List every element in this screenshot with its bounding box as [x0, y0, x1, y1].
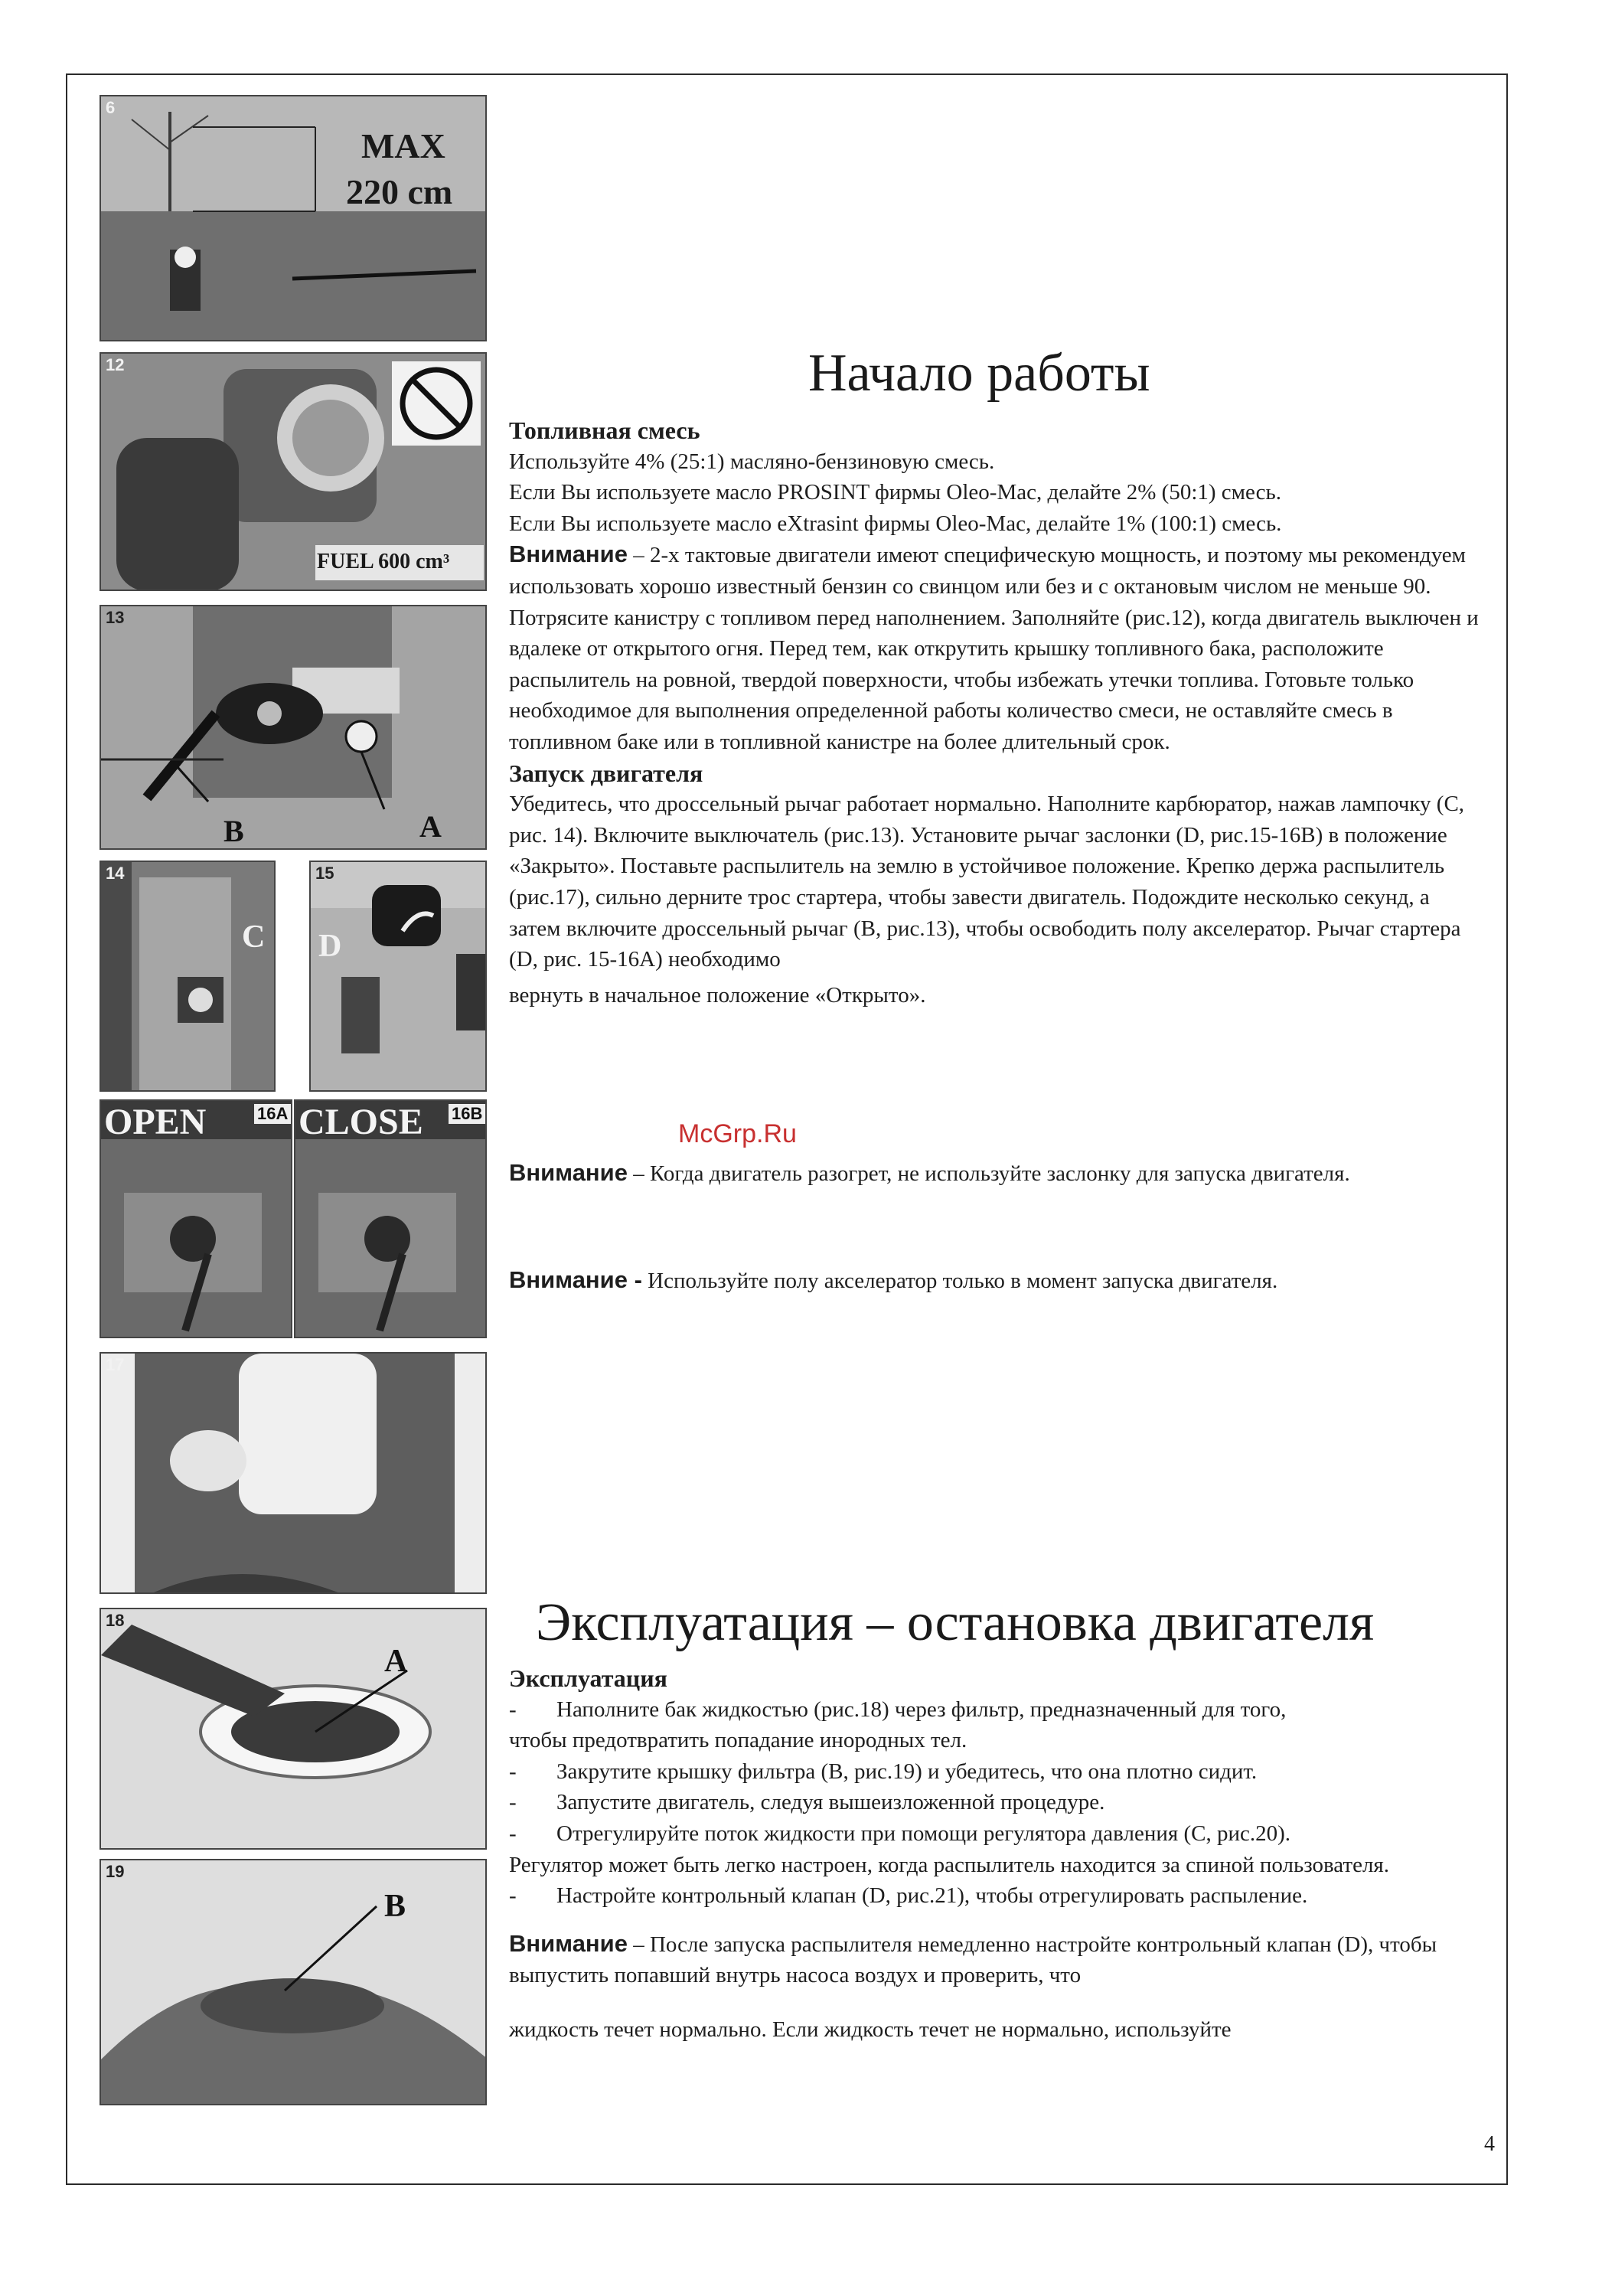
figure-15-label-d: D: [318, 929, 342, 964]
operation-heading: Эксплуатация: [509, 1664, 667, 1692]
dash-1: -: [509, 1697, 517, 1722]
fuel-line-1: Используйте 4% (25:1) масляно-бензиновую смесь.: [509, 449, 995, 474]
operation-warning-end: жидкость течет нормально. Если жидкость течет не нормально, используйте: [509, 2017, 1232, 2042]
warning-2-text: – Когда двигатель разогрет, не используйте заслонку для запуска двигателя.: [627, 1161, 1350, 1186]
figure-18-photo: [100, 1608, 487, 1850]
figure-16a-photo: [100, 1099, 292, 1338]
figure-17-number: 17: [106, 1355, 125, 1374]
operation-item-5-text: Настройте контрольный клапан (D, рис.21), чтобы отрегулировать распыление.: [556, 1883, 1308, 1909]
figure-6-max-label: MAX: [361, 126, 445, 165]
operation-item-1: [509, 1694, 1481, 1726]
figure-15-number: 15: [315, 864, 334, 883]
figure-6-number: 6: [106, 98, 116, 117]
figure-12-fuel-label: FUEL 600 cm³: [317, 550, 450, 573]
operation-item-4-text: Отрегулируйте поток жидкости при помощи регулятора давления (C, рис.20).: [556, 1821, 1290, 1846]
operation-item-2: [509, 1756, 1481, 1788]
dash-4: -: [509, 1821, 517, 1846]
figure-13-label-b: B: [223, 814, 244, 848]
operation-item-2-text: Закрутите крышку фильтра (B, рис.19) и убедитесь, что она плотно сидит.: [556, 1759, 1258, 1784]
figure-6-photo: [100, 95, 487, 341]
figure-18-number: 18: [106, 1611, 125, 1630]
engine-start-text: Убедитесь, что дроссельный рычаг работает нормально. Наполните карбюратор, нажав лампочку (С, рис. 14). Включите выключатель (рис.13). Установите рычаг заслонки (D, рис.15-16B) в положение «Закрыто». Поставьте распылитель на землю в устойчивое положение. Крепко держа распылитель (рис.17), сильно дерните трос стартера, чтобы завести двигатель. Подождите несколько секунд, а затем включите дроссельный рычаг (B, рис.13), чтобы освободить полу акселератор. Рычаг стартера (D, рис. 15-16A) необходимо: [509, 792, 1465, 972]
figure-16a-open-label: OPEN: [104, 1102, 207, 1142]
dash-2: -: [509, 1759, 517, 1784]
fuel-warning-label: Внимание: [509, 541, 628, 568]
operation-warning-text: – После запуска распылителя немедленно настройте контрольный клапан (D), чтобы выпустить попавший внутрь насоса воздух и проверить, что: [509, 1932, 1437, 1988]
operation-item-4: [509, 1818, 1481, 1850]
operation-warning-paragraph: [509, 1929, 1481, 1991]
fuel-line-3: Если Вы используете масло eXtrasint фирмы Oleo-Mac, делайте 1% (100:1) смесь.: [509, 511, 1282, 536]
figure-14-drawing: [101, 862, 276, 1092]
figure-15-drawing: [311, 862, 487, 1092]
section2-body: [509, 1663, 1481, 2046]
warning-3-paragraph: [509, 1265, 1481, 1297]
fuel-mix-heading: Топливная смесь: [509, 416, 700, 444]
figure-19-label-b: B: [384, 1889, 406, 1924]
warning-2-label: Внимание: [509, 1159, 628, 1186]
fuel-warning-text: – 2-х тактовые двигатели имеют специфическую мощность, и поэтому мы рекомендуем использовать хорошо известный бензин со свинцом или без и с октановым числом не меньше 90. Потрясите канистру с топливом перед наполнением. Заполняйте (рис.12), когда двигатель выключен и вдалеке от открытого огня. Перед тем, как открутить крышку топливного бака, расположите распылитель на ровной, твердой поверхности, чтобы избежать утечки топлива. Готовьте только необходимое для выполнения определенной работы количество смеси, не оставляйте смесь в топливном баке или в топливной канистре на более длительный срок.: [509, 543, 1479, 754]
figure-16b-close-label: CLOSE: [299, 1102, 423, 1142]
section1-body: [509, 415, 1481, 1011]
figure-15-photo: [309, 861, 487, 1092]
engine-start-heading: Запуск двигателя: [509, 759, 703, 787]
section1-title: Начало работы: [808, 344, 1150, 403]
figure-18-drawing: [101, 1609, 487, 1850]
operation-item-3: [509, 1787, 1481, 1818]
figure-18-label-a: A: [384, 1644, 408, 1679]
operation-item-1-cont: чтобы предотвратить попадание инородных тел.: [509, 1728, 967, 1753]
figure-17-photo: [100, 1352, 487, 1594]
warning-2-paragraph: [509, 1158, 1481, 1190]
figure-17-drawing: [101, 1354, 487, 1594]
figure-13-label-a: A: [419, 809, 442, 844]
figure-16b-photo: [294, 1099, 487, 1338]
figure-13-number: 13: [106, 608, 125, 627]
figure-16a-number: 16A: [254, 1104, 291, 1124]
section2-title: Эксплуатация – остановка двигателя: [536, 1593, 1375, 1652]
figure-12-photo: [100, 352, 487, 591]
warning-3-text: Используйте полу акселератор только в момент запуска двигателя.: [641, 1269, 1278, 1293]
warning-3-label: Внимание -: [509, 1266, 642, 1293]
figure-19-photo: [100, 1859, 487, 2105]
engine-start-text-end: вернуть в начальное положение «Открыто».: [509, 982, 926, 1008]
fuel-warning-paragraph: [509, 539, 1481, 757]
figure-19-number: 19: [106, 1862, 125, 1881]
figure-14-label-c: C: [242, 919, 266, 955]
page-number: 4: [1484, 2132, 1495, 2156]
figure-13-photo: [100, 605, 487, 850]
figure-12-number: 12: [106, 355, 125, 374]
watermark: McGrp.Ru: [678, 1119, 797, 1148]
operation-item-5: [509, 1880, 1481, 1912]
operation-item-3-text: Запустите двигатель, следуя вышеизложенной процедуре.: [556, 1790, 1105, 1815]
operation-warning-label: Внимание: [509, 1929, 628, 1957]
dash-5: -: [509, 1883, 517, 1909]
figure-14-number: 14: [106, 864, 125, 883]
operation-item-1-text: Наполните бак жидкостью (рис.18) через фильтр, предназначенный для того,: [556, 1697, 1287, 1722]
dash-3: -: [509, 1790, 517, 1815]
figure-16b-number: 16B: [449, 1104, 485, 1124]
operation-item-4-cont: Регулятор может быть легко настроен, когда распылитель находится за спиной пользователя.: [509, 1852, 1390, 1877]
figure-14-photo: [100, 861, 276, 1092]
figure-6-height-label: 220 cm: [346, 172, 453, 211]
fuel-line-2: Если Вы используете масло PROSINT фирмы Oleo-Mac, делайте 2% (50:1) смесь.: [509, 480, 1281, 505]
figure-19-drawing: [101, 1860, 487, 2105]
